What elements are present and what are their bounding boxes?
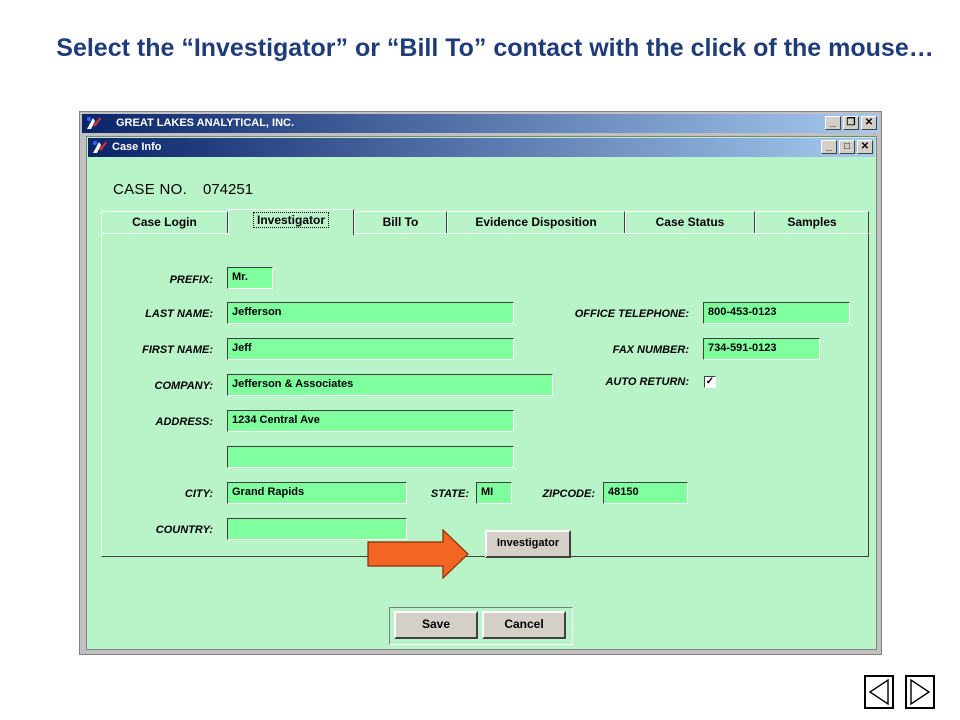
next-slide-button[interactable] [905,675,935,709]
save-button[interactable]: Save [394,611,478,639]
child-maximize-button[interactable]: □ [839,140,855,154]
prev-triangle-icon [866,677,892,707]
address-label: ADDRESS: [155,416,213,428]
case-no-label: CASE NO. [113,181,188,198]
restore-button[interactable]: ❐ [843,116,859,130]
state-label: STATE: [430,488,469,500]
state-field[interactable]: MI [476,482,512,504]
company-label: COMPANY: [154,380,213,392]
city-field[interactable]: Grand Rapids [227,482,407,504]
zipcode-label: ZIPCODE: [542,488,595,500]
address-line2-field[interactable] [227,446,514,468]
auto-return-checkbox[interactable]: ✓ [705,376,715,387]
tab-label: Case Status [655,215,725,229]
company-field[interactable]: Jefferson & Associates [227,374,553,396]
auto-return-label: AUTO RETURN: [605,376,689,388]
pointer-arrow-icon [367,529,469,579]
case-info-window [86,136,877,650]
tab-label: Samples [787,215,837,229]
case-no-value: 074251 [203,181,254,198]
address-field[interactable]: 1234 Central Ave [227,410,514,432]
save-cancel-group [389,607,573,645]
tab-label: Case Login [132,215,197,229]
tab-label: Bill To [382,215,419,229]
child-titlebar[interactable] [88,138,875,157]
prefix-label: PREFIX: [169,274,213,286]
minimize-button[interactable]: _ [825,116,841,130]
office-telephone-field[interactable]: 800-453-0123 [703,302,850,324]
tab-label: Investigator [253,212,329,228]
tab-bill-to[interactable] [354,211,447,233]
cancel-button[interactable]: Cancel [482,611,566,639]
tab-case-login[interactable] [101,211,228,233]
child-title: Case Info [112,141,162,153]
zipcode-field[interactable]: 48150 [603,482,688,504]
slide-title: Select the “Investigator” or “Bill To” contact with the click of the mouse… [56,34,934,62]
app-logo-icon [85,115,102,131]
child-minimize-button[interactable]: _ [821,140,837,154]
tab-label: Evidence Disposition [475,215,597,229]
tab-evidence-disposition[interactable] [447,211,625,233]
office-telephone-label: OFFICE TELEPHONE: [574,308,689,320]
city-label: CITY: [184,488,213,500]
last-name-label: LAST NAME: [145,308,213,320]
tab-investigator[interactable] [228,209,354,235]
child-logo-icon [91,139,108,155]
next-triangle-icon [907,677,933,707]
fax-number-field[interactable]: 734-591-0123 [703,338,820,360]
investigator-button[interactable]: Investigator [485,530,571,558]
last-name-field[interactable]: Jefferson [227,302,514,324]
first-name-label: FIRST NAME: [142,344,213,356]
app-window [79,111,882,655]
tab-strip [101,209,869,233]
prefix-field[interactable]: Mr. [227,267,273,289]
app-titlebar[interactable] [82,114,879,133]
tab-case-status[interactable] [625,211,755,233]
prev-slide-button[interactable] [864,675,894,709]
country-label: COUNTRY: [155,524,213,536]
child-close-button[interactable]: ✕ [857,140,873,154]
close-button[interactable]: ✕ [861,116,877,130]
fax-number-label: FAX NUMBER: [612,344,689,356]
tab-samples[interactable] [755,211,869,233]
first-name-field[interactable]: Jeff [227,338,514,360]
app-title: GREAT LAKES ANALYTICAL, INC. [116,117,295,129]
